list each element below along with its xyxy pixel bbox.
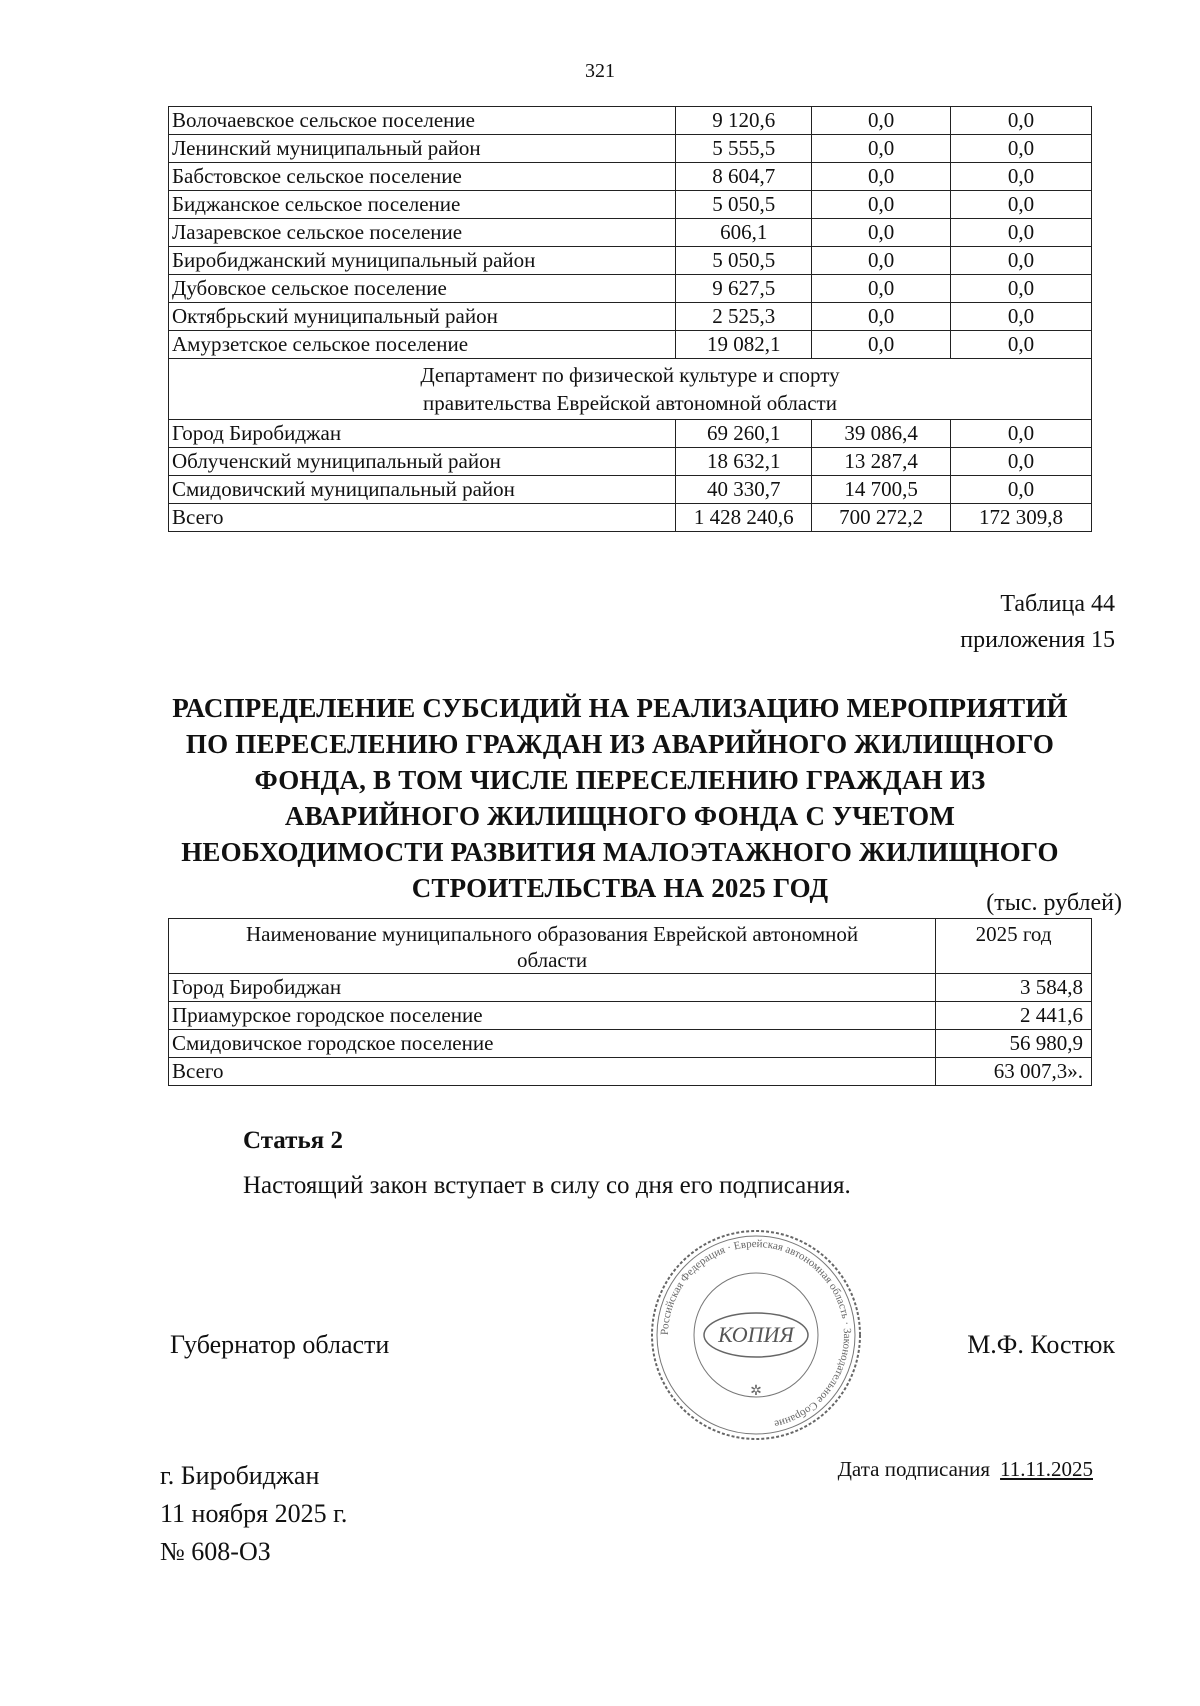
amount-cell: 0,0 bbox=[951, 107, 1092, 135]
amount-cell: 0,0 bbox=[812, 247, 951, 275]
header-year: 2025 год bbox=[936, 919, 1092, 974]
section-header-line-2: правительства Еврейской автономной области bbox=[423, 391, 837, 415]
municipality-name-cell: Город Биробиджан bbox=[169, 974, 936, 1002]
municipality-name-cell: Биджанское сельское поселение bbox=[169, 191, 676, 219]
table-row bbox=[169, 448, 1092, 476]
municipality-name-cell: Ленинский муниципальный район bbox=[169, 135, 676, 163]
amount-cell: 0,0 bbox=[951, 191, 1092, 219]
title-line: РАСПРЕДЕЛЕНИЕ СУБСИДИЙ НА РЕАЛИЗАЦИЮ МЕРОПРИЯТИЙ bbox=[172, 693, 1068, 723]
title-line: ФОНДА, В ТОМ ЧИСЛЕ ПЕРЕСЕЛЕНИЮ ГРАЖДАН ИЗ bbox=[254, 765, 986, 795]
section-header-cell bbox=[169, 359, 1092, 420]
amount-cell: 3 584,8 bbox=[936, 974, 1092, 1002]
amount-cell: 13 287,4 bbox=[812, 448, 951, 476]
municipality-name-cell: Город Биробиджан bbox=[169, 420, 676, 448]
table-row bbox=[169, 420, 1092, 448]
law-number: № 608-ОЗ bbox=[160, 1537, 271, 1566]
table-header-row bbox=[169, 919, 1092, 974]
amount-cell: 0,0 bbox=[951, 135, 1092, 163]
municipality-name-cell: Амурзетское сельское поселение bbox=[169, 331, 676, 359]
municipality-name-cell: Октябрьский муниципальный район bbox=[169, 303, 676, 331]
municipality-name-cell: Всего bbox=[169, 504, 676, 532]
municipality-name-cell: Биробиджанский муниципальный район bbox=[169, 247, 676, 275]
amount-cell: 1 428 240,6 bbox=[676, 504, 812, 532]
table-caption-appendix: приложения 15 bbox=[960, 627, 1115, 653]
amount-cell: 700 272,2 bbox=[812, 504, 951, 532]
amount-cell: 0,0 bbox=[951, 331, 1092, 359]
amount-cell: 606,1 bbox=[676, 219, 812, 247]
amount-cell: 0,0 bbox=[812, 191, 951, 219]
amount-cell: 0,0 bbox=[951, 476, 1092, 504]
amount-cell: 5 555,5 bbox=[676, 135, 812, 163]
header-municipality bbox=[169, 919, 936, 974]
amount-cell: 18 632,1 bbox=[676, 448, 812, 476]
title-line: СТРОИТЕЛЬСТВА НА 2025 ГОД bbox=[411, 873, 829, 903]
seal-outer-text: Российская Федерация · Еврейская автономная область · Законодательное Собрание bbox=[658, 1237, 854, 1430]
units-label: (тыс. рублей) bbox=[986, 890, 1122, 916]
amount-cell: 0,0 bbox=[812, 163, 951, 191]
amount-cell: 14 700,5 bbox=[812, 476, 951, 504]
amount-cell: 40 330,7 bbox=[676, 476, 812, 504]
header-line: Наименование муниципального образования Еврейской автономной bbox=[245, 922, 859, 946]
amount-cell: 172 309,8 bbox=[951, 504, 1092, 532]
table-row bbox=[169, 135, 1092, 163]
signing-date-label: Дата подписания bbox=[837, 1457, 991, 1481]
article-heading: Статья 2 bbox=[243, 1127, 343, 1154]
municipality-name-cell: Бабстовское сельское поселение bbox=[169, 163, 676, 191]
table-row bbox=[169, 303, 1092, 331]
amount-cell: 19 082,1 bbox=[676, 331, 812, 359]
municipality-name-cell: Смидовичское городское поселение bbox=[169, 1030, 936, 1058]
table-row bbox=[169, 974, 1092, 1002]
table-row bbox=[169, 1030, 1092, 1058]
amount-cell: 5 050,5 bbox=[676, 247, 812, 275]
amount-cell: 8 604,7 bbox=[676, 163, 812, 191]
table-row bbox=[169, 219, 1092, 247]
table-row bbox=[169, 331, 1092, 359]
table-row bbox=[169, 191, 1092, 219]
seal-center-text: КОПИЯ bbox=[718, 1322, 794, 1347]
amount-cell: 0,0 bbox=[951, 275, 1092, 303]
amount-cell: 69 260,1 bbox=[676, 420, 812, 448]
table-row bbox=[169, 504, 1092, 532]
signatory-name: М.Ф. Костюк bbox=[967, 1330, 1115, 1359]
municipality-name-cell: Волочаевское сельское поселение bbox=[169, 107, 676, 135]
amount-cell: 5 050,5 bbox=[676, 191, 812, 219]
table-row bbox=[169, 107, 1092, 135]
signatory-position: Губернатор области bbox=[170, 1330, 390, 1359]
document-section-title bbox=[140, 690, 1100, 906]
amount-cell: 0,0 bbox=[812, 275, 951, 303]
title-line: АВАРИЙНОГО ЖИЛИЩНОГО ФОНДА С УЧЕТОМ bbox=[284, 801, 956, 831]
amount-cell: 9 120,6 bbox=[676, 107, 812, 135]
amount-cell: 0,0 bbox=[951, 247, 1092, 275]
municipality-name-cell: Приамурское городское поселение bbox=[169, 1002, 936, 1030]
amount-cell: 0,0 bbox=[812, 219, 951, 247]
amount-cell: 56 980,9 bbox=[936, 1030, 1092, 1058]
amount-cell: 0,0 bbox=[951, 219, 1092, 247]
municipality-name-cell: Всего bbox=[169, 1058, 936, 1086]
subsidy-table-continued bbox=[168, 106, 1092, 532]
signing-date bbox=[838, 1457, 1093, 1482]
amount-cell: 9 627,5 bbox=[676, 275, 812, 303]
amount-cell: 0,0 bbox=[951, 448, 1092, 476]
table-row bbox=[169, 247, 1092, 275]
section-header-line-1: Департамент по физической культуре и спорту bbox=[420, 363, 840, 387]
amount-cell: 0,0 bbox=[951, 163, 1092, 191]
table-row bbox=[169, 275, 1092, 303]
amount-cell: 0,0 bbox=[812, 303, 951, 331]
amount-cell: 0,0 bbox=[812, 135, 951, 163]
municipality-name-cell: Дубовское сельское поселение bbox=[169, 275, 676, 303]
amount-cell: 2 525,3 bbox=[676, 303, 812, 331]
amount-cell: 0,0 bbox=[812, 331, 951, 359]
amount-cell: 39 086,4 bbox=[812, 420, 951, 448]
table-row bbox=[169, 1002, 1092, 1030]
issue-city: г. Биробиджан bbox=[160, 1461, 320, 1490]
table-row bbox=[169, 1058, 1092, 1086]
table-row bbox=[169, 163, 1092, 191]
table-section-row bbox=[169, 359, 1092, 420]
law-text: Настоящий закон вступает в силу со дня его подписания. bbox=[243, 1172, 851, 1199]
amount-cell: 0,0 bbox=[951, 420, 1092, 448]
amount-cell: 63 007,3». bbox=[936, 1058, 1092, 1086]
municipality-name-cell: Облученский муниципальный район bbox=[169, 448, 676, 476]
table-caption-number: Таблица 44 bbox=[1000, 591, 1115, 617]
signing-date-value: 11.11.2025 bbox=[1000, 1457, 1093, 1481]
table-row bbox=[169, 476, 1092, 504]
header-line: области bbox=[516, 948, 588, 972]
issue-block bbox=[160, 1457, 347, 1571]
page-number: 321 bbox=[585, 60, 615, 82]
municipality-name-cell: Смидовичский муниципальный район bbox=[169, 476, 676, 504]
municipality-name-cell: Лазаревское сельское поселение bbox=[169, 219, 676, 247]
seal-star-icon: ✲ bbox=[750, 1384, 762, 1399]
amount-cell: 0,0 bbox=[812, 107, 951, 135]
issue-date: 11 ноября 2025 г. bbox=[160, 1499, 348, 1528]
title-line: ПО ПЕРЕСЕЛЕНИЮ ГРАЖДАН ИЗ АВАРИЙНОГО ЖИЛИЩНОГО bbox=[185, 729, 1055, 759]
official-seal-stamp bbox=[646, 1225, 866, 1445]
amount-cell: 2 441,6 bbox=[936, 1002, 1092, 1030]
title-line: НЕОБХОДИМОСТИ РАЗВИТИЯ МАЛОЭТАЖНОГО ЖИЛИЩНОГО bbox=[181, 837, 1059, 867]
resettlement-subsidy-table bbox=[168, 918, 1092, 1086]
amount-cell: 0,0 bbox=[951, 303, 1092, 331]
